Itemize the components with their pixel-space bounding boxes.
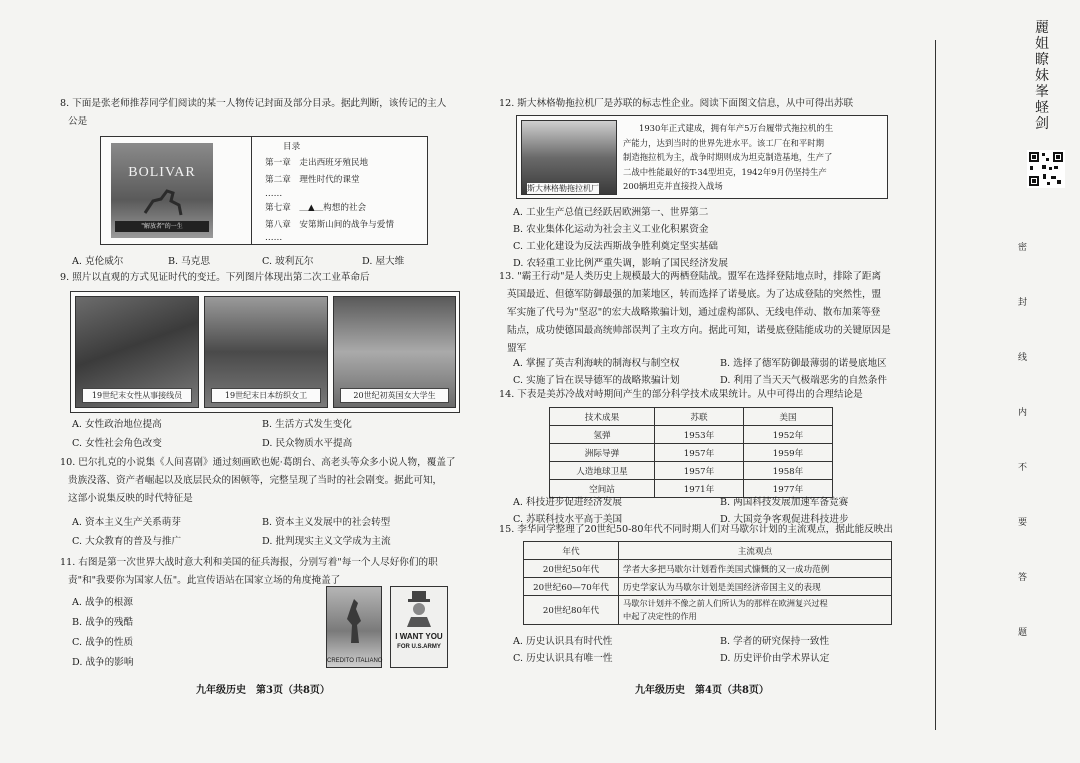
q8-option-d: D. 屋大维 — [362, 256, 405, 267]
binding-line — [935, 40, 936, 730]
table-header: 年代 — [524, 542, 619, 560]
table-row — [524, 560, 892, 578]
q15-option-d: D. 历史评价由学术界认定 — [720, 653, 830, 664]
seal-char: 要 — [1018, 518, 1028, 528]
q13-stem-line3: 军实施了代号为"坚忍"的宏大战略欺骗计划，通过虚构部队、无线电伴动、散布加莱等登 — [507, 307, 881, 318]
table-cell: 1958年 — [744, 462, 833, 480]
q14-stem: 14. 下表是美苏冷战对峙期间产生的部分科学技术成果统计。从中可得出的合理结论是 — [499, 389, 863, 400]
qr-code — [1027, 150, 1065, 188]
table-header: 苏联 — [655, 408, 744, 426]
q15-table — [523, 541, 892, 625]
q10-option-a: A. 资本主义生产关系萌芽 — [72, 517, 181, 528]
q15-stem: 15. 李华同学整理了20世纪50-80年代不同时期人们对马歇尔计划的主流观点，据此能反映出 — [499, 524, 893, 535]
photo-telephone-operators — [75, 296, 199, 408]
q10-stem-line1: 10. 巴尔扎克的小说集《人间喜剧》通过刻画欧也妮·葛朗台、高老头等众多小说人物，覆盖了 — [60, 457, 456, 468]
q9-stem: 9. 照片以直观的方式见证时代的变迁。下列图片体现出第二次工业革命后 — [60, 272, 370, 283]
q10-option-d: D. 批判现实主义文学成为主流 — [262, 536, 391, 547]
table-cell: 1971年 — [655, 480, 744, 498]
q8-option-b: B. 马克思 — [168, 256, 210, 267]
q12-option-a: A. 工业生产总值已经跃居欧洲第一、世界第二 — [513, 207, 709, 218]
book-title: BOLIVAR — [128, 165, 196, 180]
q8-figure — [100, 136, 428, 245]
photo-women-students — [333, 296, 456, 408]
table-cell: 1957年 — [655, 462, 744, 480]
table-row — [550, 462, 833, 480]
q14-option-b: B. 两国科技发展加速军备竞赛 — [720, 497, 849, 508]
box-line: 制造拖拉机为主，战争时期则成为坦克制造基地，生产了 — [623, 152, 833, 162]
q12-option-b: B. 农业集体化运动为社会主义工业化积累资金 — [513, 224, 709, 235]
table-cell-multiline: 马歇尔计划并不像之前人们所认为的那样在欧洲复兴过程 中起了决定性的作用 — [619, 596, 892, 625]
toc-item: 第二章 理性时代的课堂 — [265, 174, 360, 185]
q14-option-a: A. 科技进步促进经济发展 — [513, 497, 622, 508]
q13-stem-line5: 盟军 — [507, 343, 527, 354]
toc-item: 第八章 安第斯山间的战争与爱情 — [265, 219, 394, 230]
left-page-footer: 九年级历史 第3页（共8页） — [196, 685, 330, 696]
q13-stem-line1: 13. "霸王行动"是人类历史上规模最大的两栖登陆战。盟军在选择登陆地点时，排除了距离 — [499, 271, 882, 282]
q12-stem: 12. 斯大林格勒拖拉机厂是苏联的标志性企业。阅读下面图文信息，从中可得出苏联 — [499, 98, 854, 109]
q12-option-d: D. 农轻重工业比例严重失调，影响了国民经济发展 — [513, 258, 728, 269]
table-cell: 20世纪50年代 — [524, 560, 619, 578]
q10-stem-line2: 贵族没落、资产者崛起以及底层民众的困顿等，完整呈现了当时的社会剧变。据此可知， — [68, 475, 443, 486]
q13-stem-line4: 陆点，成功使德国最高统帅部误判了主攻方向。据此可知，诺曼底登陆能成功的关键原因是 — [507, 325, 891, 336]
table-header: 美国 — [744, 408, 833, 426]
q12-figure — [516, 115, 888, 199]
q11-stem-line2: 责"和"我要你为国家人伍"。此宣传语站在国家立场的角度掩盖了 — [68, 575, 341, 586]
photo-textile-workers — [204, 296, 328, 408]
toc-item: …… — [265, 233, 283, 243]
q11-option-d: D. 战争的影响 — [72, 657, 134, 668]
q8-stem-line1: 8. 下面是张老师推荐同学们阅读的某一人物传记封面及部分目录。据此判断，该传记的主人 — [60, 98, 447, 109]
q14-option-c: C. 苏联科技水平高于美国 — [513, 514, 623, 525]
q8-stem-line2: 公是 — [68, 116, 88, 127]
table-cell: 20世纪80年代 — [524, 596, 619, 625]
q14-option-d: D. 大国竞争客观促进科技进步 — [720, 514, 849, 525]
q13-stem-line2: 英国最近、但德军防御最强的加莱地区，转而选择了诺曼底。为了达成登陆的突然性，盟 — [507, 289, 882, 300]
q10-stem-line3: 这部小说集反映的时代特征是 — [68, 493, 193, 504]
q15-option-a: A. 历史认识具有时代性 — [513, 636, 613, 647]
photo-caption: 20世纪初英国女大学生 — [340, 388, 449, 403]
table-row — [550, 426, 833, 444]
seal-char: 内 — [1018, 408, 1028, 418]
seal-char: 题 — [1018, 628, 1028, 638]
q9-photo-strip — [70, 291, 460, 413]
table-header-row — [524, 542, 892, 560]
q12-option-c: C. 工业化建设为反法西斯战争胜利奠定坚实基础 — [513, 241, 718, 252]
table-header: 技术成果 — [550, 408, 655, 426]
table-cell: 1952年 — [744, 426, 833, 444]
table-row — [524, 596, 892, 625]
book-cover-image — [111, 143, 213, 238]
table-cell: 历史学家认为马歇尔计划是美国经济帝国主义的表现 — [619, 578, 892, 596]
table-cell: 1953年 — [655, 426, 744, 444]
q13-option-c: C. 实施了旨在误导德军的战略欺骗计划 — [513, 375, 680, 386]
table-cell: 1957年 — [655, 444, 744, 462]
us-army-poster — [390, 586, 448, 668]
horse-rider-illustration — [141, 185, 185, 217]
box-line: 1930年正式建成，拥有年产5万台履带式拖拉机的生 — [639, 123, 834, 133]
photo-caption: 19世纪末女性从事接线员 — [82, 388, 192, 403]
q9-option-a: A. 女性政治地位提高 — [72, 419, 162, 430]
q10-option-b: B. 资本主义发展中的社会转型 — [262, 517, 391, 528]
poster-i-want-you: I WANT YOU — [395, 632, 443, 641]
q11-stem-line1: 11. 右图是第一次世界大战时意大利和美国的征兵海报，分别写着"每一个人尽好你们的职 — [60, 557, 438, 568]
table-header-row — [550, 408, 833, 426]
q9-option-b: B. 生活方式发生变化 — [262, 419, 352, 430]
table-row — [550, 444, 833, 462]
poster-credito-text: CREDITO ITALIANO — [327, 658, 383, 664]
table-cell: 洲际导弹 — [550, 444, 655, 462]
q8-option-a: A. 克伦威尔 — [72, 256, 124, 267]
box-line: 200辆坦克并直接投入战场 — [623, 181, 723, 191]
seal-char: 密 — [1018, 243, 1028, 253]
table-cell: 空间站 — [550, 480, 655, 498]
seal-char: 封 — [1018, 298, 1028, 308]
q13-option-d: D. 利用了当天天气极端恶劣的自然条件 — [720, 375, 887, 386]
right-page-footer: 九年级历史 第4页（共8页） — [635, 685, 769, 696]
seal-char: 线 — [1018, 353, 1028, 363]
photo-caption: 斯大林格勒拖拉机厂 — [527, 184, 599, 193]
q14-table — [549, 407, 833, 498]
uncle-sam-figure — [403, 591, 435, 627]
table-cell: 氢弹 — [550, 426, 655, 444]
photo-caption: 19世纪末日本纺织女工 — [211, 388, 321, 403]
toc-item: 第七章 ＿▲＿构想的社会 — [265, 203, 367, 213]
toc-list — [265, 155, 394, 243]
table-cell: 1959年 — [744, 444, 833, 462]
table-cell: 20世纪60—70年代 — [524, 578, 619, 596]
q15-option-b: B. 学者的研究保持一致性 — [720, 636, 830, 647]
q11-option-c: C. 战争的性质 — [72, 637, 134, 648]
poster-for-us-army: FOR U.S.ARMY — [397, 644, 441, 650]
table-cell: 1977年 — [744, 480, 833, 498]
box-line: 二战中性能最好的T-34型坦克，1942年9月仍坚持生产 — [623, 166, 827, 177]
q8-option-c: C. 玻利瓦尔 — [262, 256, 314, 267]
toc-item: …… — [265, 189, 283, 199]
box-line: 产能力，达到当时的世界先进水平。该工厂在和平时期 — [623, 137, 824, 148]
toc-title: 目录 — [283, 142, 301, 152]
q11-option-b: B. 战争的残酷 — [72, 617, 134, 628]
soldier-figure — [341, 595, 367, 645]
table-cell: 人造地球卫星 — [550, 462, 655, 480]
q9-option-d: D. 民众物质水平提高 — [262, 438, 353, 449]
table-header: 主流观点 — [619, 542, 892, 560]
figure-divider — [251, 137, 252, 244]
italian-war-poster — [326, 586, 382, 668]
q11-option-a: A. 战争的根源 — [72, 597, 133, 608]
q9-option-c: C. 女性社会角色改变 — [72, 438, 162, 449]
book-band: "解放者"的一生 — [115, 221, 209, 232]
q12-text-box — [623, 121, 833, 194]
q13-option-a: A. 掌握了英吉利海峡的制海权与制空权 — [513, 358, 680, 369]
vertical-title: 麗姐瞭妹峯蛏剑 — [1035, 20, 1049, 132]
toc-item: 第一章 走出西班牙殖民地 — [265, 158, 369, 168]
table-cell: 学者大多把马歇尔计划看作美国式慷慨的又一成功范例 — [619, 560, 892, 578]
q10-option-c: C. 大众教育的普及与推广 — [72, 536, 182, 547]
table-row — [524, 578, 892, 596]
q13-option-b: B. 选择了德军防御最薄弱的诺曼底地区 — [720, 358, 887, 369]
seal-char: 不 — [1018, 463, 1028, 473]
q15-option-c: C. 历史认识具有唯一性 — [513, 653, 613, 664]
seal-char: 答 — [1018, 573, 1028, 583]
